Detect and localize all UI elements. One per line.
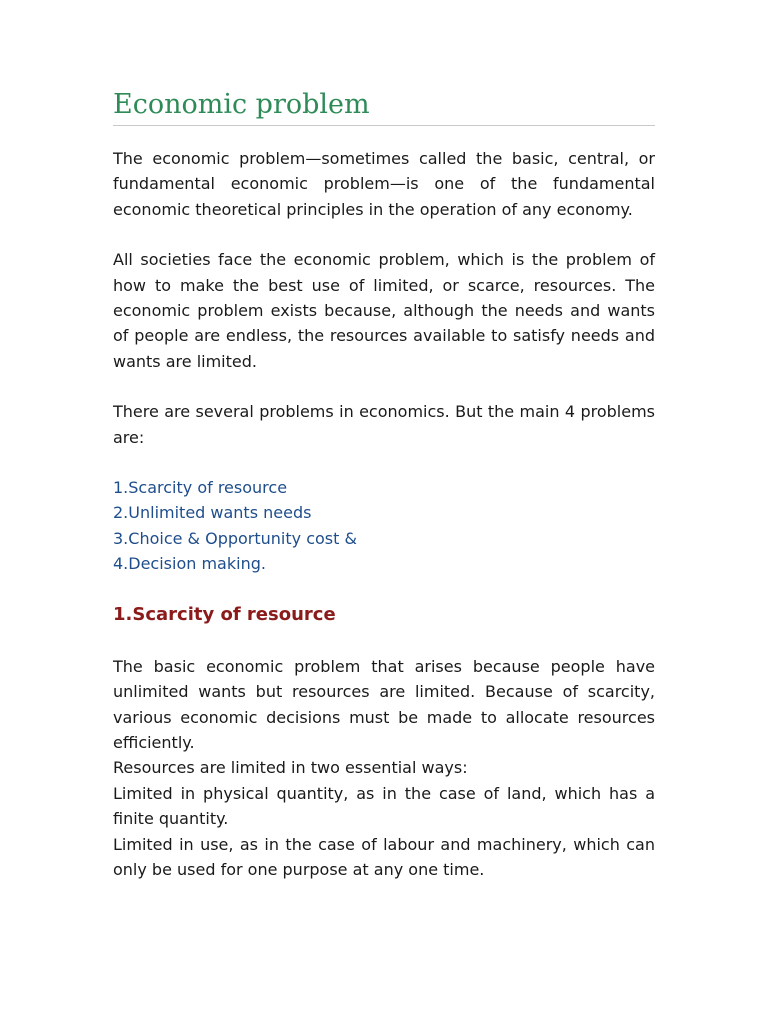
list-item: 2.Unlimited wants needs [113, 503, 312, 523]
list-item: 3.Choice & Opportunity cost & [113, 528, 357, 548]
problems-intro-paragraph: There are several problems in economics. But the main 4 problems are: [113, 402, 655, 447]
list-item: 1.Scarcity of resource [113, 478, 288, 498]
scarcity-paragraph: The basic economic problem that arises because people have unlimited wants but resources are limited. Because of scarcity, various economic decisions must be made to allocate resources efficiently. [113, 656, 655, 752]
section-heading: 1.Scarcity of resource [113, 603, 336, 625]
physical-quantity-line: Limited in physical quantity, as in the case of land, which has a finite quantity. [113, 783, 655, 829]
intro-paragraph: The economic problem—sometimes called the basic, central, or fundamental economic problem—is one of the fundamental economic theoretical principles in the operation of any economy. [113, 149, 655, 219]
document-title: Economic problem [113, 89, 370, 120]
list-item: 4.Decision making. [113, 554, 266, 574]
resources-limited-line: Resources are limited in two essential ways: [113, 758, 468, 778]
title-divider [113, 125, 655, 126]
limited-use-line: Limited in use, as in the case of labour and machinery, which can only be used for one purpose at any one time. [113, 834, 655, 879]
document-page [113, 88, 655, 882]
societies-paragraph: All societies face the economic problem, which is the problem of how to make the best use of limited, or scarce, resources. The economic problem exists because, although the needs and wants of people are endless, the resources available to satisfy needs and wants are limited. [113, 250, 655, 371]
problems-list [113, 475, 655, 577]
